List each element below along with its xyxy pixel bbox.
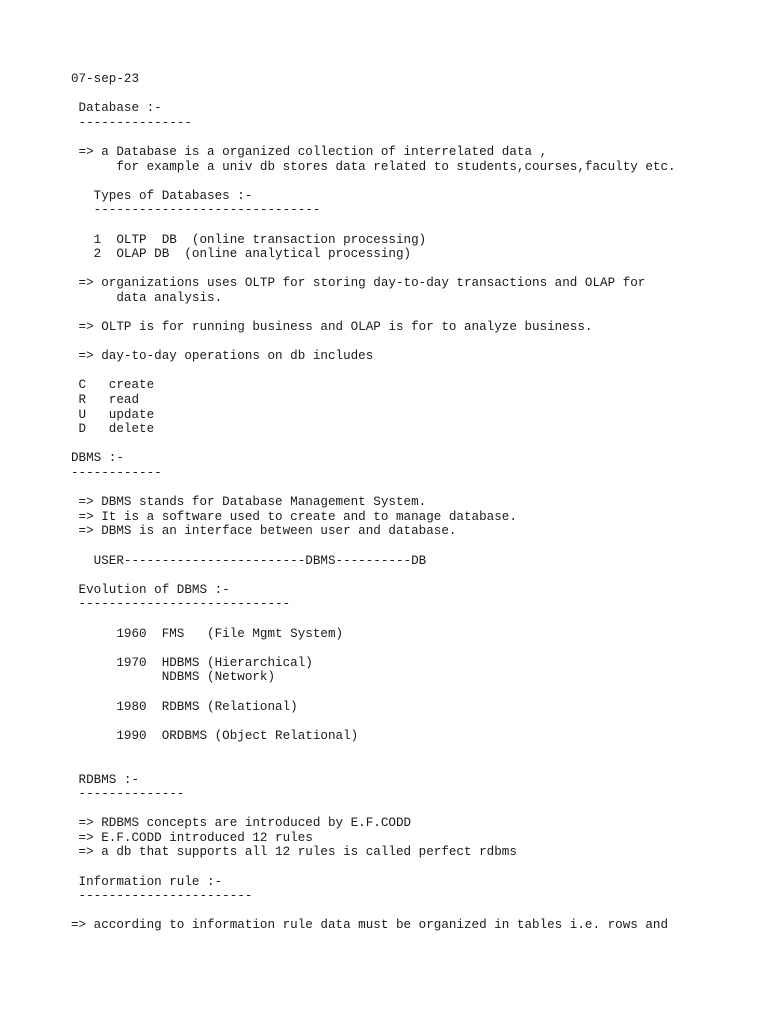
text-line: => day-to-day operations on db includes	[71, 349, 374, 364]
text-line: data analysis.	[71, 290, 223, 305]
text-line	[71, 685, 676, 700]
text-line: ------------------------------	[71, 203, 321, 218]
text-line	[71, 568, 676, 583]
text-line	[71, 335, 676, 350]
text-line: => E.F.CODD introduced 12 rules	[71, 830, 313, 845]
text-line: -----------------------	[71, 889, 253, 904]
text-line: => OLTP is for running business and OLAP is for to analyze business.	[71, 320, 593, 335]
text-line	[71, 860, 676, 875]
text-line: --------------	[71, 787, 185, 802]
text-line: USER------------------------DBMS----------DB	[71, 553, 427, 568]
text-line: Types of Databases :-	[71, 188, 253, 203]
text-line	[71, 174, 676, 189]
text-line: => according to information rule data must be organized in tables i.e. rows and	[71, 918, 669, 933]
document-text	[71, 72, 676, 933]
text-line: NDBMS (Network)	[71, 670, 276, 685]
text-line	[71, 262, 676, 277]
text-line: 2 OLAP DB (online analytical processing)	[71, 247, 412, 262]
text-line	[71, 87, 676, 102]
text-line	[71, 437, 676, 452]
text-line: ------------	[71, 466, 162, 481]
text-line: 1960 FMS (File Mgmt System)	[71, 626, 344, 641]
text-line	[71, 539, 676, 554]
text-line: => a Database is a organized collection of interrelated data ,	[71, 144, 548, 159]
text-line	[71, 612, 676, 627]
text-line: RDBMS :-	[71, 772, 140, 787]
text-line	[71, 130, 676, 145]
text-line: R read	[71, 393, 140, 408]
text-line	[71, 743, 676, 758]
text-line: Information rule :-	[71, 874, 223, 889]
text-line	[71, 904, 676, 919]
text-line: 1990 ORDBMS (Object Relational)	[71, 728, 359, 743]
text-line: Database :-	[71, 101, 162, 116]
text-line: 1980 RDBMS (Relational)	[71, 699, 298, 714]
text-line: => organizations uses OLTP for storing day-to-day transactions and OLAP for	[71, 276, 646, 291]
text-line: U update	[71, 407, 155, 422]
text-line: 1970 HDBMS (Hierarchical)	[71, 655, 313, 670]
text-line: DBMS :-	[71, 451, 124, 466]
text-line: => DBMS stands for Database Management System.	[71, 495, 427, 510]
text-line: => RDBMS concepts are introduced by E.F.CODD	[71, 816, 412, 831]
text-line	[71, 481, 676, 496]
text-line: D delete	[71, 422, 155, 437]
text-line: Evolution of DBMS :-	[71, 582, 230, 597]
text-line: => It is a software used to create and to manage database.	[71, 509, 517, 524]
text-line: C create	[71, 378, 155, 393]
text-line	[71, 364, 676, 379]
text-line	[71, 758, 676, 773]
text-line: => a db that supports all 12 rules is called perfect rdbms	[71, 845, 517, 860]
text-line: ---------------	[71, 115, 192, 130]
text-line: 07-sep-23	[71, 72, 140, 86]
text-line: 1 OLTP DB (online transaction processing)	[71, 232, 427, 247]
text-line	[71, 306, 676, 321]
text-line	[71, 218, 676, 233]
text-line	[71, 714, 676, 729]
text-line	[71, 641, 676, 656]
text-line: for example a univ db stores data related to students,courses,faculty etc.	[71, 159, 676, 174]
text-line	[71, 802, 676, 817]
text-line: ----------------------------	[71, 597, 291, 612]
text-line: => DBMS is an interface between user and database.	[71, 524, 457, 539]
